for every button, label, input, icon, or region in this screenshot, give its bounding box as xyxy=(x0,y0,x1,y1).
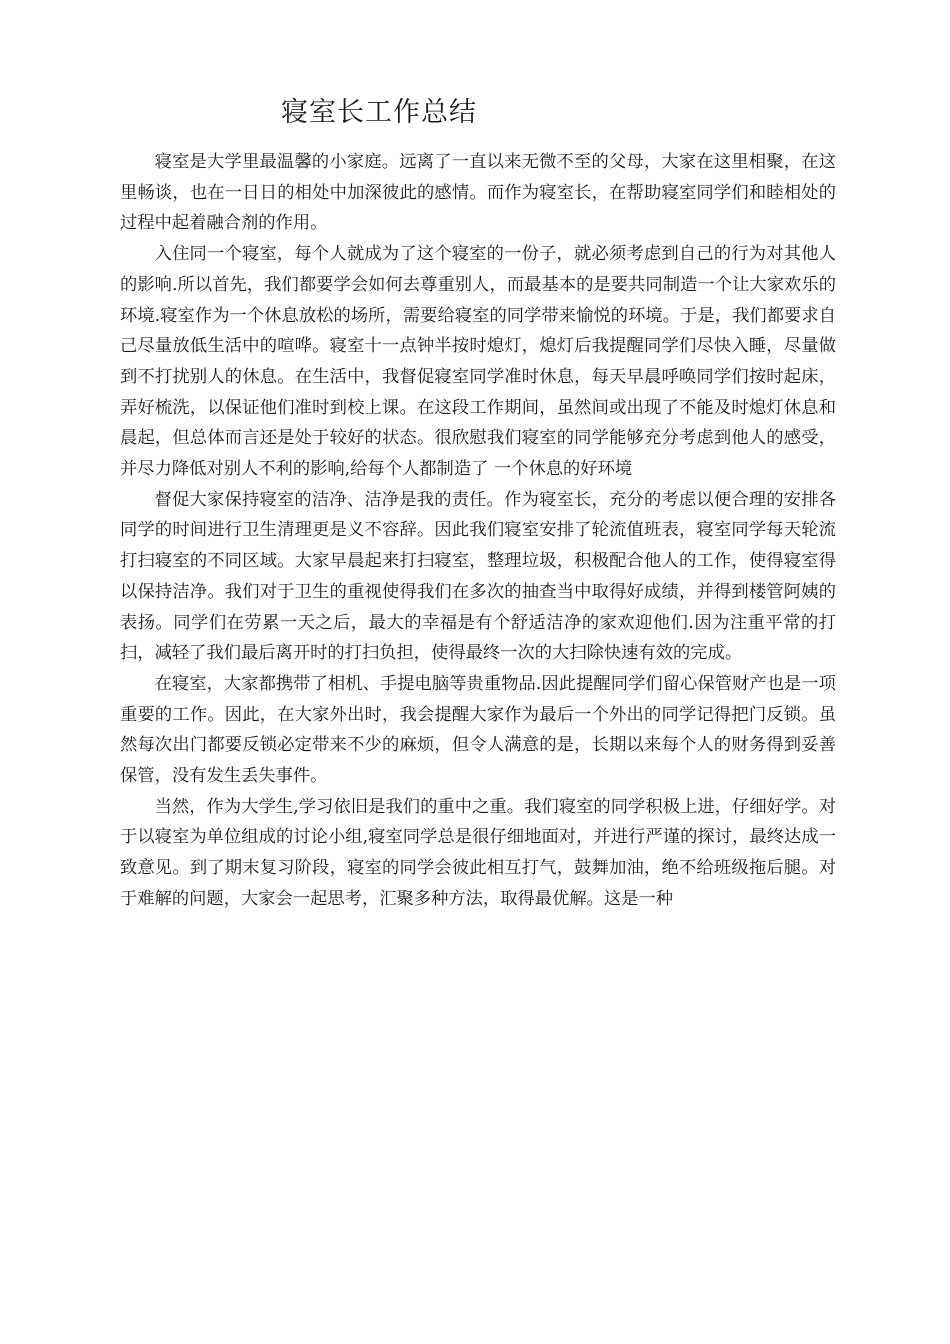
paragraph-property-safety: 在寝室，大家都携带了相机、手提电脑等贵重物品.因此提醒同学们留心保管财产也是一项重要的工作。因此，在大家外出时，我会提醒大家作为最后一个外出的同学记得把门反锁。虽然每次出门都要反锁必定带来不少的麻烦，但令人满意的是，长期以来每个人的财务得到妥善保管，没有发生丢失事件。 xyxy=(120,673,836,787)
paragraph-intro: 寝室是大学里最温馨的小家庭。远离了一直以来无微不至的父母，大家在这里相聚，在这里畅谈，也在一日日的相处中加深彼此的感情。而作为寝室长，在帮助寝室同学们和睦相处的过程中起着融合剂的作用。 xyxy=(120,152,836,234)
document-title: 寝室长工作总结 xyxy=(281,97,477,128)
document-body xyxy=(120,147,836,915)
paragraph-study: 当然，作为大学生,学习依旧是我们的重中之重。我们寝室的同学积极上进，仔细好学。对于以寝室为单位组成的讨论小组,寝室同学总是很仔细地面对，并进行严谨的探讨，最终达成一致意见。到了期末复习阶段，寝室的同学会彼此相互打气，鼓舞加油，绝不给班级拖后腿。对于难解的问题，大家会一起思考，汇聚多种方法，取得最优解。这是一种 xyxy=(120,796,836,909)
paragraph-respect-rest: 入住同一个寝室，每个人就成为了这个寝室的一份子，就必须考虑到自己的行为对其他人的影响.所以首先，我们都要学会如何去尊重别人，而最基本的是要共同制造一个让大家欢乐的环境.寝室作为一个休息放松的场所，需要给寝室的同学带来愉悦的环境。于是，我们都要求自己尽量放低生活中的喧哗。寝室十一点钟半按时熄灯，熄灯后我提醒同学们尽快入睡，尽量做到不打扰别人的休息。在生活中，我督促寝室同学准时休息，每天早晨呼唤同学们按时起床，弄好梳洗，以保证他们准时到校上课。在这段工作期间，虽然间或出现了不能及时熄灯休息和晨起，但总体而言还是处于较好的状态。很欣慰我们寝室的同学能够充分考虑到他人的感受，并尽力降低对别人不利的影响,给每个人都制造了 一个休息的好环境 xyxy=(120,244,836,480)
paragraph-cleanliness: 督促大家保持寝室的洁净、洁净是我的责任。作为寝室长，充分的考虑以便合理的安排各同学的时间进行卫生清理更是义不容辞。因此我们寝室安排了轮流值班表，寝室同学每天轮流打扫寝室的不同区域。大家早晨起来打扫寝室，整理垃圾，积极配合他人的工作，使得寝室得以保持洁净。我们对于卫生的重视使得我们在多次的抽查当中取得好成绩，并得到楼管阿姨的表扬。同学们在劳累一天之后，最大的幸福是有个舒适洁净的家欢迎他们.因为注重平常的打扫，减轻了我们最后离开时的打扫负担，使得最终一次的大扫除快速有效的完成。 xyxy=(120,489,836,664)
